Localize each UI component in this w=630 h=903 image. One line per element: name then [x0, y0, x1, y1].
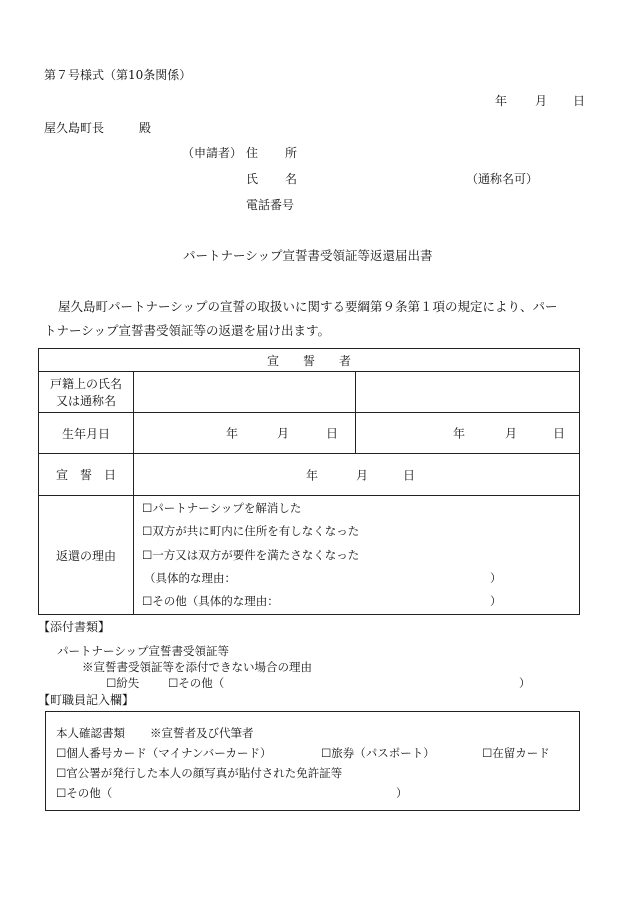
- birth-month-2: 月: [505, 426, 518, 441]
- id-docs-note: ※宣誓者及び代筆者: [150, 726, 254, 740]
- reason-specific-label: （具体的な理由：: [144, 571, 236, 585]
- address-label-1: 住: [246, 146, 259, 160]
- attachment-lost-option[interactable]: ☐紛失: [106, 676, 140, 690]
- name-label-line2: 又は通称名: [55, 394, 116, 408]
- birth-date-field-1[interactable]: [134, 413, 356, 454]
- name-label-cell: [39, 372, 134, 413]
- oath-table: [38, 348, 580, 615]
- birth-label: 生年月日: [39, 413, 134, 454]
- staff-box: [45, 711, 580, 811]
- reason-requirements[interactable]: ☐一方又は双方が要件を満たさなくなった: [142, 548, 360, 562]
- reason-other-close: ）: [490, 594, 502, 608]
- applicant-label: （申請者）: [182, 146, 243, 160]
- document-title: パートナーシップ宣誓書受領証等返還届出書: [183, 248, 433, 263]
- birth-year-1: 年: [226, 426, 239, 441]
- body-text-line2: トナーシップ宣誓書受領証等の返還を届け出ます。: [44, 323, 331, 338]
- attachment-other-close: ）: [519, 676, 531, 690]
- id-residence-option[interactable]: ☐在留カード: [482, 746, 550, 760]
- date-month-label: 月: [535, 94, 548, 108]
- reason-options: [134, 496, 580, 615]
- birth-month-1: 月: [277, 426, 290, 441]
- alias-note: （通称名可）: [466, 172, 539, 186]
- oath-year: 年: [306, 468, 319, 482]
- address-label-2: 所: [285, 146, 298, 160]
- name-field-2[interactable]: [356, 372, 580, 413]
- date-day-label: 日: [573, 94, 586, 108]
- oath-month: 月: [356, 468, 369, 482]
- name-label-line1: 戸籍上の氏名: [49, 377, 122, 391]
- attachment-item: パートナーシップ宣誓書受領証等: [57, 644, 230, 658]
- attachment-other-option[interactable]: ☐その他（: [168, 676, 225, 690]
- reason-specific-close: ）: [490, 571, 502, 585]
- honorific: 殿: [139, 121, 152, 135]
- name-label-2: 名: [285, 172, 298, 186]
- body-text-line1: 屋久島町パートナーシップの宣誓の取扱いに関する要綱第９条第１項の規定により、パー: [58, 299, 558, 314]
- birth-day-1: 日: [326, 426, 339, 441]
- id-mynumber-option[interactable]: ☐個人番号カード（マイナンバーカード）: [56, 746, 272, 760]
- oath-day: 日: [403, 468, 416, 482]
- staff-heading: 【町職員記入欄】: [38, 693, 135, 707]
- reason-label: 返還の理由: [39, 496, 134, 615]
- id-passport-option[interactable]: ☐旅券（パスポート）: [321, 746, 435, 760]
- table-header: 宣 誓 者: [39, 349, 580, 372]
- id-license-option[interactable]: ☐官公署が発行した本人の顔写真が貼付された免許証等: [56, 766, 343, 780]
- attachment-note: ※宣誓書受領証等を添付できない場合の理由: [82, 660, 312, 674]
- name-label-1: 氏: [246, 172, 259, 186]
- date-year-label: 年: [495, 94, 508, 108]
- addressee: 屋久島町長: [44, 121, 105, 135]
- id-other-close: ）: [396, 786, 408, 800]
- reason-other[interactable]: ☐その他（具体的な理由：: [142, 594, 279, 608]
- reason-moved-out[interactable]: ☐双方が共に町内に住所を有しなくなった: [142, 524, 360, 538]
- name-field-1[interactable]: [134, 372, 356, 413]
- oath-date-field[interactable]: [134, 454, 580, 496]
- oath-date-label: 宣 誓 日: [39, 454, 134, 496]
- attachments-heading: 【添付書類】: [38, 620, 111, 634]
- birth-date-field-2[interactable]: [356, 413, 580, 454]
- id-other-option[interactable]: ☐その他（: [56, 786, 113, 800]
- reason-dissolved[interactable]: ☐パートナーシップを解消した: [142, 501, 302, 515]
- form-number: 第７号様式（第10条関係）: [44, 68, 192, 82]
- phone-label: 電話番号: [246, 198, 295, 212]
- birth-year-2: 年: [453, 426, 466, 441]
- birth-day-2: 日: [553, 426, 566, 441]
- id-docs-label: 本人確認書類: [56, 726, 125, 740]
